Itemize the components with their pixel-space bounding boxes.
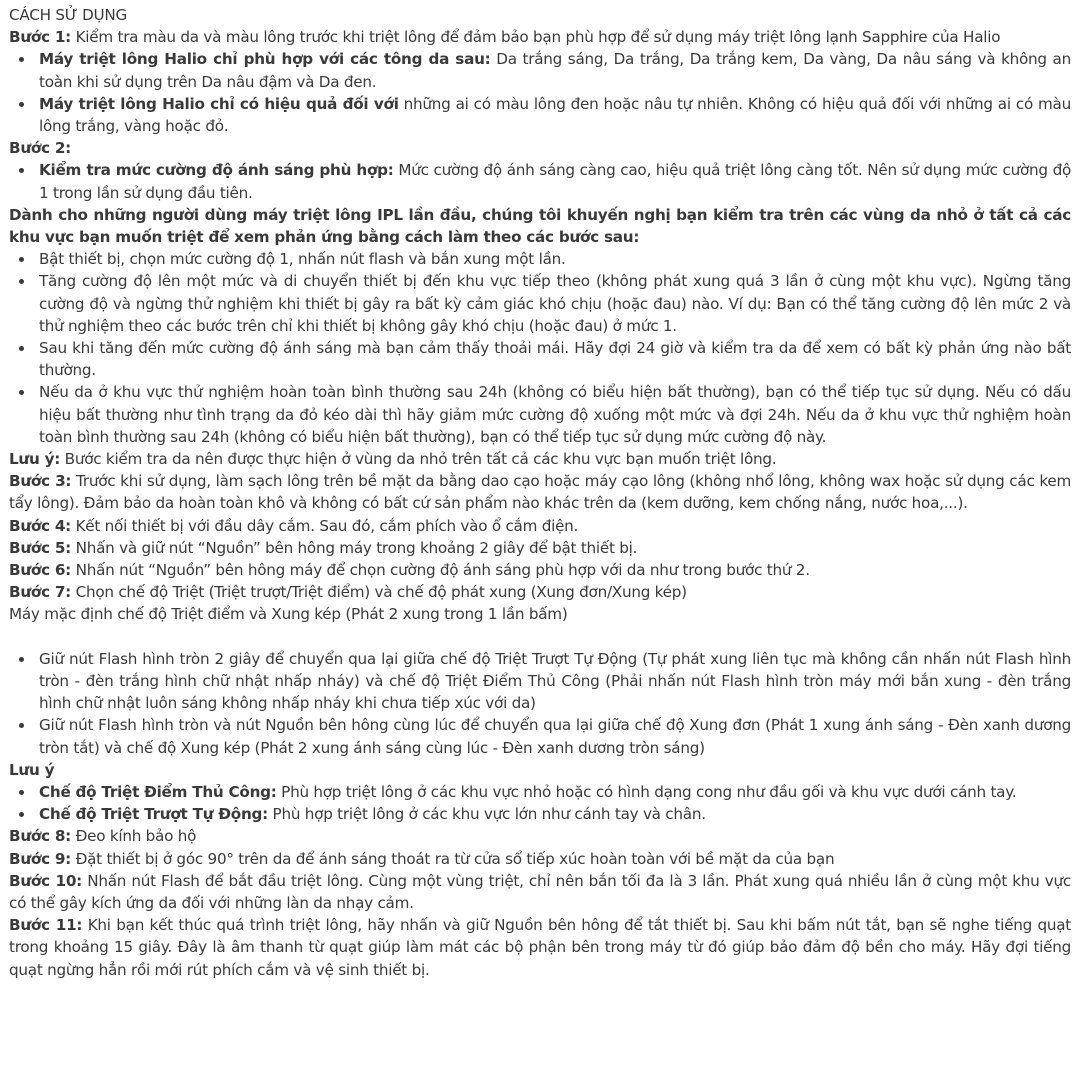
list-item-text: Phù hợp triệt lông ở các khu vực nhỏ hoặc có hình dạng cong như đầu gối và khu vực dưới cánh tay. (276, 782, 1017, 801)
list-item: Bật thiết bị, chọn mức cường độ 1, nhấn nút flash và bắn xung một lần. (39, 248, 1071, 270)
step-9-text: Đặt thiết bị ở góc 90° trên da để ánh sáng thoát ra từ cửa sổ tiếp xúc hoàn toàn với bề mặt da của bạn (71, 849, 835, 868)
list-item: Tăng cường độ lên một mức và di chuyển thiết bị đến khu vực tiếp theo (không phát xung quá 3 lần ở cùng một khu vực). Ngừng tăng cường độ và ngừng thử nghiệm khi thiết bị gây ra bất kỳ cảm giác khó chịu (hoặc đau) nào. Ví dụ: Bạn có thể tăng cường độ lên mức 2 và thử nghiệm theo các bước trên chỉ khi thiết bị không gây khó chịu (hoặc đau) ở mức 1. (39, 270, 1071, 337)
list-item-bold: Kiểm tra mức cường độ ánh sáng phù hợp: (39, 161, 394, 180)
blank-line (9, 626, 1071, 648)
step-10-text: Nhấn nút Flash để bắt đầu triệt lông. Cùng một vùng triệt, chỉ nên bắn tối đa là 3 lần. Phát xung quá nhiều lần ở cùng một khu vực có thể gây kích ứng da đối với những làn da nhạy cảm. (9, 871, 1071, 912)
list-item-text: Da trắng sáng, Da trắng, Da trắng kem, Da vàng, Da nâu sáng và không an toàn khi sử dụng trên Da nâu đậm và Da đen. (39, 50, 1071, 91)
list-item: Giữ nút Flash hình tròn và nút Nguồn bên hông cùng lúc để chuyển qua lại giữa chế độ Xung đơn (Phát 1 xung ánh sáng - Đèn xanh dương tròn tắt) và chế độ Xung kép (Phát 2 xung ánh sáng cùng lúc - Đèn xanh dương tròn sáng) (39, 714, 1071, 758)
step-11-label: Bước 11: (9, 916, 83, 935)
list-item-bold: Máy triệt lông Halio chỉ có hiệu quả đối với (39, 94, 399, 113)
step-11-text: Khi bạn kết thúc quá trình triệt lông, hãy nhấn và giữ Nguồn bên hông để tắt thiết bị. Sau khi bấm nút tắt, bạn sẽ nghe tiếng quạt trong khoảng 15 giây. Đây là âm thanh từ quạt giúp làm mát các bộ phận bên trong máy từ đó giúp bảo đảm độ bền cho máy. Hãy đợi tiếng quạt ngừng hẳn rồi mới rút phích cắm và vệ sinh thiết bị. (9, 916, 1072, 979)
step-5-text: Nhấn và giữ nút “Nguồn” bên hông máy trong khoảng 2 giây để bật thiết bị. (71, 538, 638, 557)
step-4-text: Kết nối thiết bị với đầu dây cắm. Sau đó, cắm phích vào ổ cắm điện. (71, 516, 579, 535)
list-item: Giữ nút Flash hình tròn 2 giây để chuyển qua lại giữa chế độ Triệt Trượt Tự Động (Tự phát xung liên tục mà không cần nhấn nút Flash hình tròn - đèn trắng hình chữ nhật nhấp nháy) và chế độ Triệt Điểm Thủ Công (Phải nhấn nút Flash hình tròn máy mới bắn xung - đèn trắng hình chữ nhật luôn sáng không nhấp nháy khi chưa tiếp xúc với da) (39, 648, 1071, 715)
step-9 (9, 848, 1071, 870)
list-item (39, 48, 1071, 92)
step-8-text: Đeo kính bảo hộ (71, 827, 197, 846)
list-item-bold: Chế độ Triệt Điểm Thủ Công: (39, 782, 277, 801)
list-item-bold: Máy triệt lông Halio chỉ phù hợp với các tông da sau: (39, 50, 491, 69)
step-1-list (9, 48, 1071, 137)
list-item: Sau khi tăng đến mức cường độ ánh sáng mà bạn cảm thấy thoải mái. Hãy đợi 24 giờ và kiểm tra da để xem có bất kỳ phản ứng nào bất thường. (39, 337, 1071, 381)
step-4 (9, 515, 1071, 537)
first-time-heading: Dành cho những người dùng máy triệt lông IPL lần đầu, chúng tôi khuyến nghị bạn kiểm tra trên các vùng da nhỏ ở tất cả các khu vực bạn muốn triệt để xem phản ứng bằng cách làm theo các bước sau: (9, 205, 1071, 247)
list-item-text: những ai có màu lông đen hoặc nâu tự nhiên. Không có hiệu quả đối với những ai có màu lông trắng, vàng hoặc đỏ. (39, 94, 1071, 136)
step-6-text: Nhấn nút “Nguồn” bên hông máy để chọn cường độ ánh sáng phù hợp với da như trong bước thứ 2. (71, 561, 810, 580)
step-1-label: Bước 1: (9, 28, 72, 47)
step-7-label: Bước 7: (9, 583, 72, 602)
step-3 (9, 470, 1071, 514)
list-item: Nếu da ở khu vực thử nghiệm hoàn toàn bình thường sau 24h (không có biểu hiện bất thường), bạn có thể tiếp tục sử dụng. Nếu có dấu hiệu bất thường như tình trạng da đỏ kéo dài thì hãy giảm mức cường độ xuống một mức và đợi 24h. Nếu da ở khu vực thử nghiệm hoàn toàn bình thường sau 24h (không có biểu hiện bất thường), bạn có thể tiếp tục sử dụng mức cường độ này. (39, 381, 1071, 448)
step-8 (9, 825, 1071, 847)
step-9-label: Bước 9: (9, 849, 72, 868)
step-7-default: Máy mặc định chế độ Triệt điểm và Xung kép (Phát 2 xung trong 1 lần bấm) (9, 605, 568, 624)
step-3-text: Trước khi sử dụng, làm sạch lông trên bề mặt da bằng dao cạo hoặc máy cạo lông (không nhổ lông, không wax hoặc sử dụng các kem tẩy lông). Đảm bảo da hoàn toàn khô và không có bất cứ sản phẩm nào khác trên da (kem dưỡng, kem chống nắng, nước hoa,...). (9, 472, 1072, 513)
step-2 (9, 137, 1071, 159)
page-title: CÁCH SỬ DỤNG (9, 6, 128, 24)
step-5 (9, 537, 1071, 559)
step-10-label: Bước 10: (9, 871, 82, 890)
list-item (39, 781, 1071, 803)
step-1 (9, 26, 1071, 48)
step-1-text: Kiểm tra màu da và màu lông trước khi triệt lông để đảm bảo bạn phù hợp để sử dụng máy triệt lông lạnh Sapphire của Halio (71, 28, 1001, 47)
step-4-label: Bước 4: (9, 516, 72, 535)
note-2 (9, 759, 1071, 781)
list-item (39, 159, 1071, 203)
list-item (39, 803, 1071, 825)
step-7-text: Chọn chế độ Triệt (Triệt trượt/Triệt điểm) và chế độ phát xung (Xung đơn/Xung kép) (71, 583, 687, 602)
step-3-label: Bước 3: (9, 472, 72, 491)
list-item (39, 93, 1071, 137)
note-1-label: Lưu ý: (9, 450, 61, 469)
step-11 (9, 914, 1071, 981)
step-2-label: Bước 2: (9, 139, 72, 158)
step-10 (9, 870, 1071, 914)
note-2-list (9, 781, 1071, 825)
list-item-text: Mức cường độ ánh sáng càng cao, hiệu quả triệt lông càng tốt. Nên sử dụng mức cường độ 1 trong lần sử dụng đầu tiên. (39, 161, 1071, 202)
step-6 (9, 559, 1071, 581)
step-7-list (9, 648, 1071, 759)
step-2-list (9, 159, 1071, 203)
list-item-text: Phù hợp triệt lông ở các khu vực lớn như cánh tay và chân. (267, 805, 706, 824)
step-6-label: Bước 6: (9, 561, 72, 580)
step-8-label: Bước 8: (9, 827, 72, 846)
note-1-text: Bước kiểm tra da nên được thực hiện ở vùng da nhỏ trên tất cả các khu vực bạn muốn triệt lông. (60, 450, 777, 469)
step-7 (9, 581, 1071, 603)
step-5-label: Bước 5: (9, 538, 72, 557)
note-2-label: Lưu ý (9, 760, 55, 779)
list-item-bold: Chế độ Triệt Trượt Tự Động: (39, 805, 268, 824)
first-time-list (9, 248, 1071, 448)
note-1 (9, 448, 1071, 470)
